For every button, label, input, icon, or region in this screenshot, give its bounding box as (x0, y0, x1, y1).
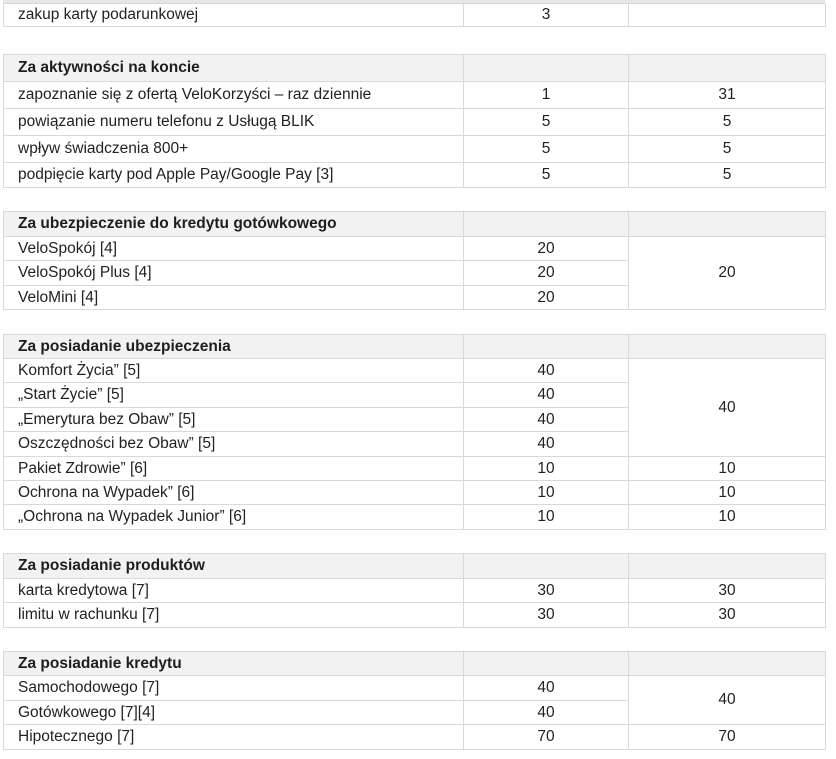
table-row (4, 82, 826, 109)
row-points: 70 (464, 725, 629, 750)
section-title: Za ubezpieczenie do kredytu gotówkowego (4, 212, 464, 237)
row-points: 20 (464, 261, 629, 286)
row-label: VeloMini [4] (4, 286, 464, 310)
row-label: karta kredytowa [7] (4, 579, 464, 603)
table-row (4, 457, 826, 481)
table-row (4, 676, 826, 701)
section-header (4, 335, 826, 359)
row-points: 5 (464, 109, 629, 136)
row-label: zapoznanie się z ofertą VeloKorzyści – raz dziennie (4, 82, 464, 109)
row-limit: 10 (629, 481, 826, 505)
section-header (4, 55, 826, 82)
section-title: Za posiadanie produktów (4, 554, 464, 579)
row-label: Komfort Życia” [5] (4, 359, 464, 383)
row-label: Oszczędności bez Obaw” [5] (4, 432, 464, 457)
row-label: limitu w rachunku [7] (4, 603, 464, 628)
row-points: 40 (464, 359, 629, 383)
row-points: 40 (464, 432, 629, 457)
row-label: wpływ świadczenia 800+ (4, 136, 464, 163)
row-points: 40 (464, 383, 629, 408)
row-limit: 5 (629, 136, 826, 163)
table-cash-loan-insurance (3, 211, 825, 310)
table-product-ownership (3, 553, 825, 628)
table-row (4, 237, 826, 261)
row-limit: 10 (629, 505, 826, 530)
section-header (4, 652, 826, 676)
row-label: Gotówkowego [7][4] (4, 701, 464, 725)
row-limit: 31 (629, 82, 826, 109)
section-header (4, 554, 826, 579)
row-label: podpięcie karty pod Apple Pay/Google Pay [3] (4, 163, 464, 188)
row-points: 40 (464, 676, 629, 701)
row-points: 10 (464, 457, 629, 481)
row-points: 40 (464, 408, 629, 432)
row-label: Samochodowego [7] (4, 676, 464, 701)
table-insurance-ownership (3, 334, 825, 530)
section-title: Za posiadanie kredytu (4, 652, 464, 676)
section-header (4, 212, 826, 237)
row-label: VeloSpokój [4] (4, 237, 464, 261)
table-loan-ownership (3, 651, 825, 750)
row-points: 20 (464, 286, 629, 310)
table-row (4, 725, 826, 750)
row-label: „Start Życie” [5] (4, 383, 464, 408)
row-label: „Ochrona na Wypadek Junior” [6] (4, 505, 464, 530)
table-row (4, 505, 826, 530)
merged-limit: 40 (629, 359, 826, 457)
row-limit: 30 (629, 579, 826, 603)
row-points: 10 (464, 505, 629, 530)
row-label: Ochrona na Wypadek” [6] (4, 481, 464, 505)
row-limit: 70 (629, 725, 826, 750)
row-points: 30 (464, 603, 629, 628)
row-points: 30 (464, 579, 629, 603)
row-points: 1 (464, 82, 629, 109)
table-row (4, 359, 826, 383)
section-title: Za aktywności na koncie (4, 55, 464, 82)
row-points: 3 (464, 4, 629, 27)
row-limit: 5 (629, 163, 826, 188)
row-limit: 10 (629, 457, 826, 481)
merged-limit: 20 (629, 237, 826, 310)
row-label: Hipotecznego [7] (4, 725, 464, 750)
row-limit (629, 4, 826, 27)
row-label: powiązanie numeru telefonu z Usługą BLIK (4, 109, 464, 136)
table-row (4, 109, 826, 136)
row-limit: 30 (629, 603, 826, 628)
row-label: VeloSpokój Plus [4] (4, 261, 464, 286)
row-label: Pakiet Zdrowie” [6] (4, 457, 464, 481)
row-label: „Emerytura bez Obaw” [5] (4, 408, 464, 432)
table-row (4, 579, 826, 603)
table-row (4, 4, 826, 27)
table-row (4, 136, 826, 163)
row-points: 20 (464, 237, 629, 261)
table-account-activities (3, 54, 825, 188)
table-row (4, 481, 826, 505)
merged-limit: 40 (629, 676, 826, 725)
row-points: 5 (464, 163, 629, 188)
table-row (4, 603, 826, 628)
row-points: 5 (464, 136, 629, 163)
table-gift-card (3, 3, 825, 27)
row-points: 10 (464, 481, 629, 505)
section-title: Za posiadanie ubezpieczenia (4, 335, 464, 359)
row-label: zakup karty podarunkowej (4, 4, 464, 27)
row-points: 40 (464, 701, 629, 725)
row-limit: 5 (629, 109, 826, 136)
table-row (4, 163, 826, 188)
